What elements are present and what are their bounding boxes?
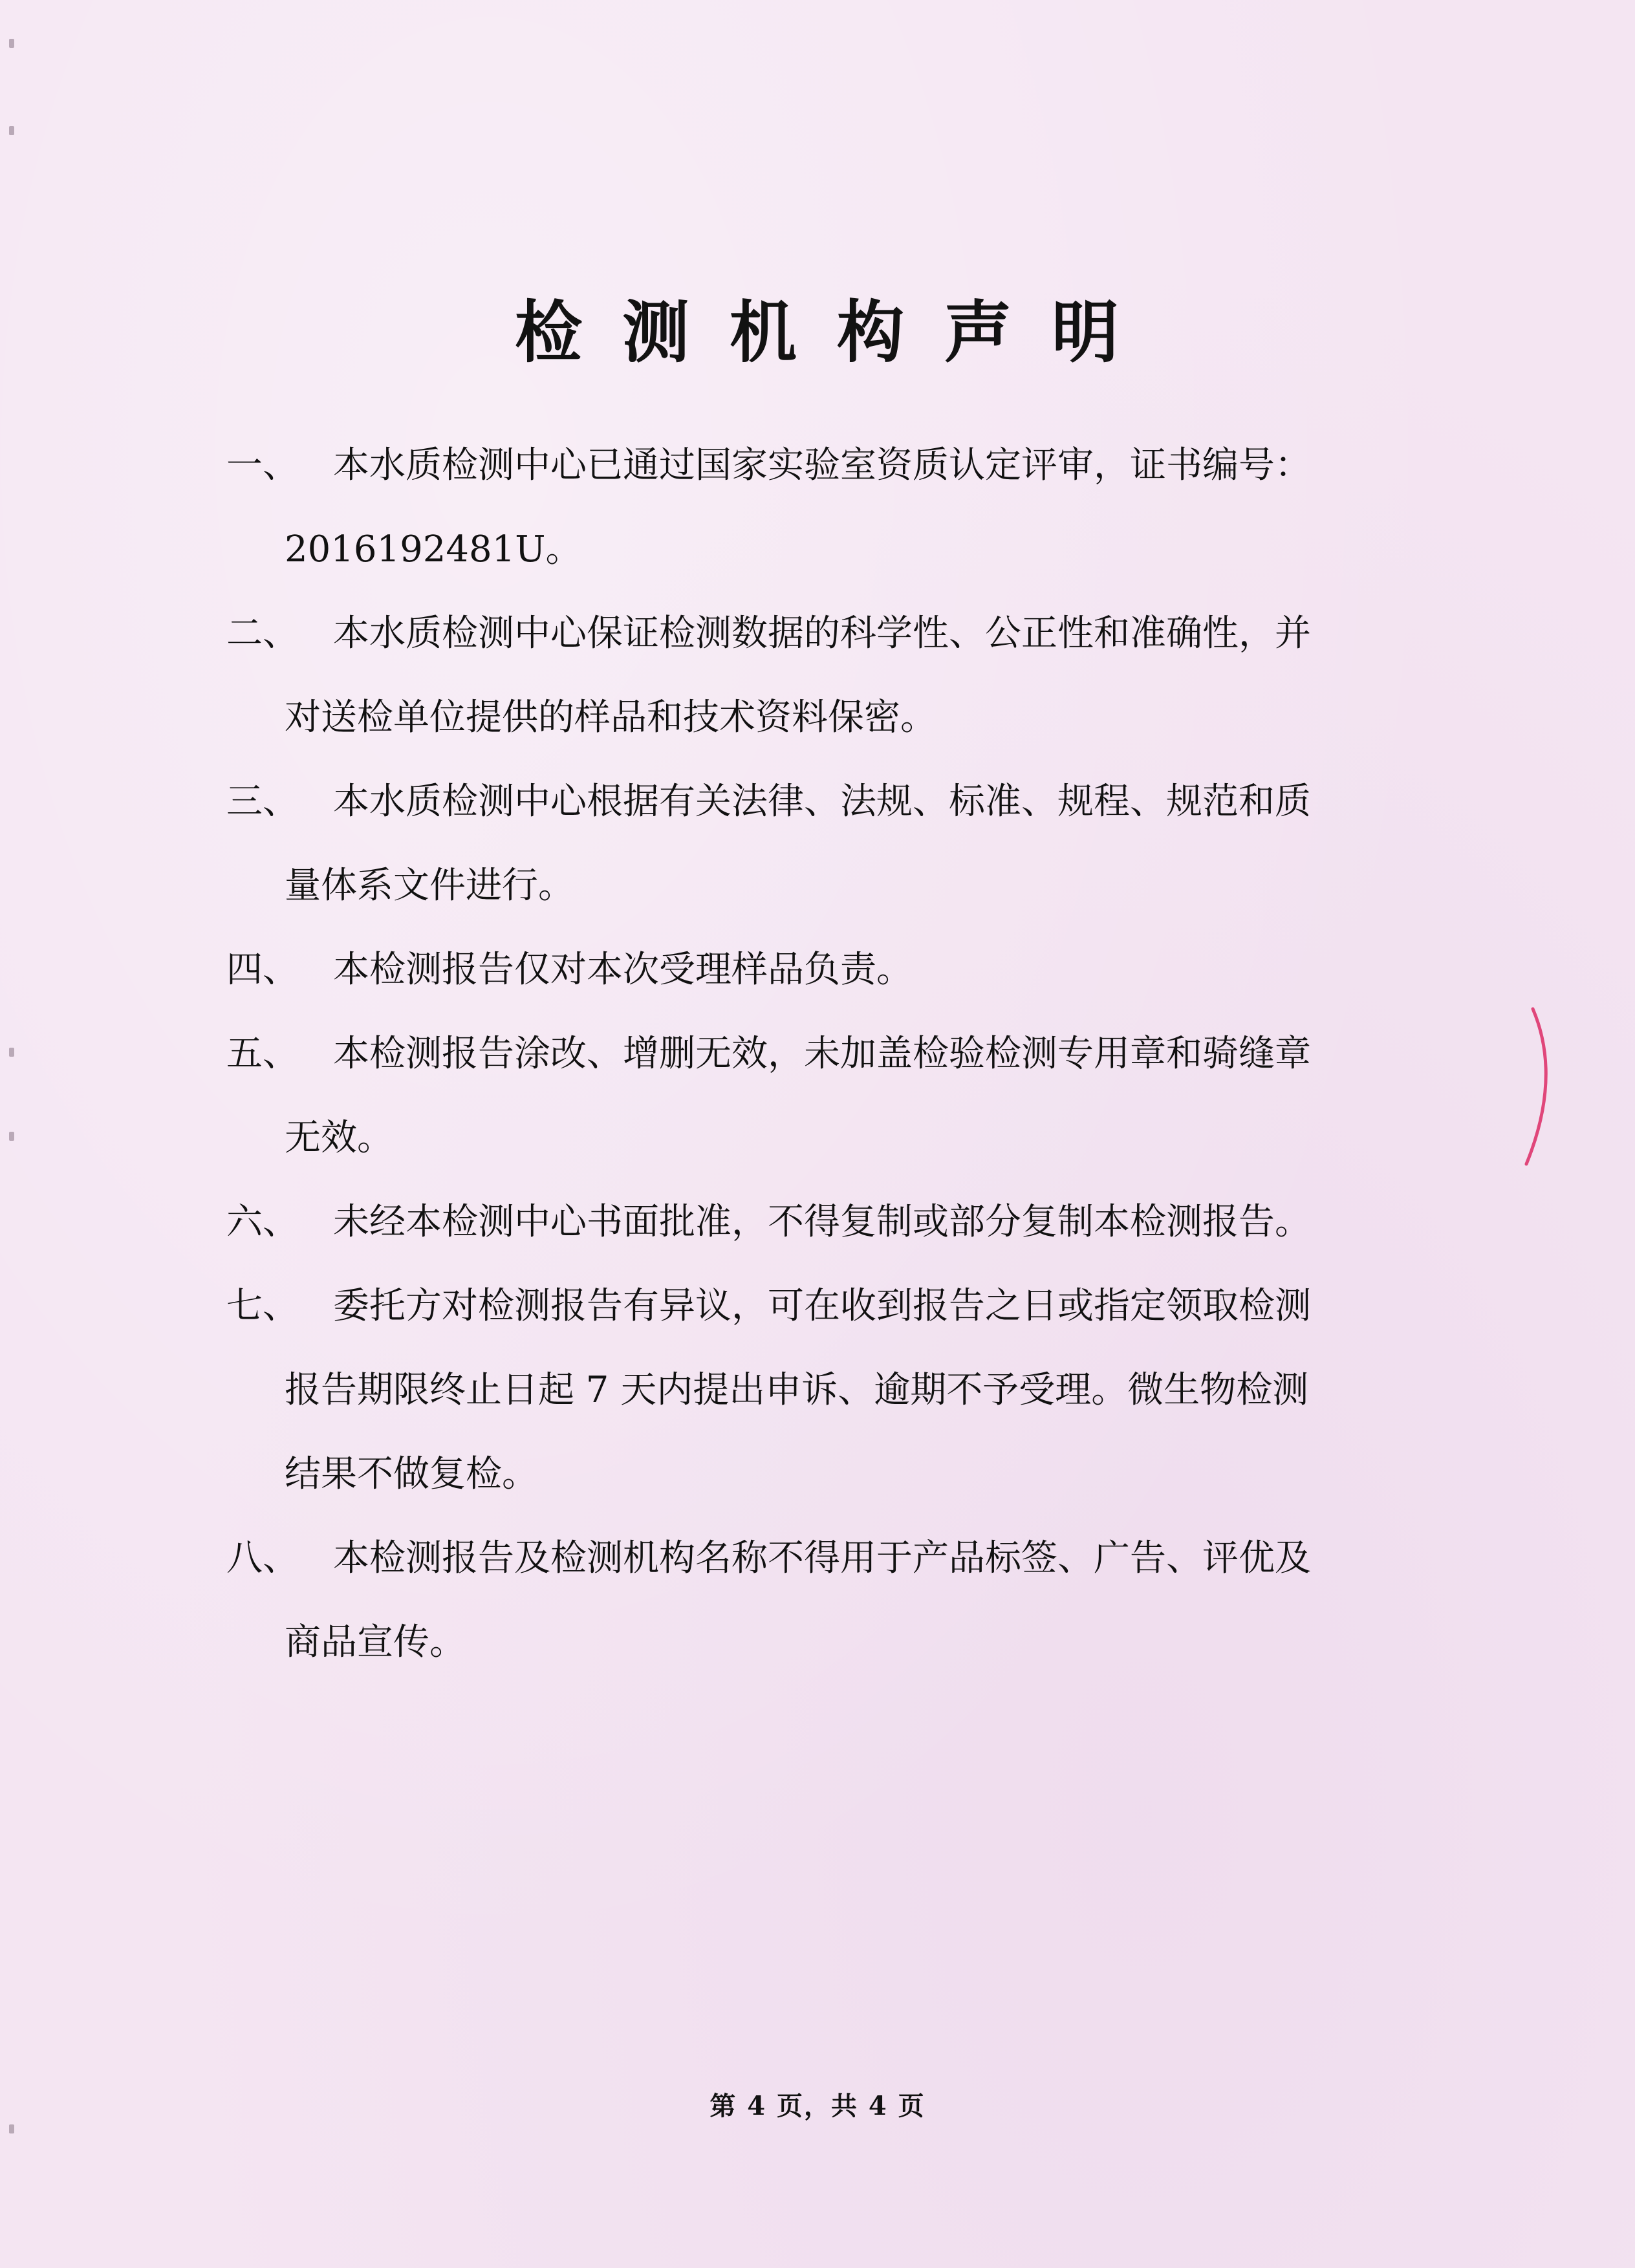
clause-2: [226, 592, 1371, 760]
document-title: 检测机构声明: [514, 293, 1159, 372]
clause-text-continued: 结果不做复检。: [285, 1453, 538, 1495]
clause-text-continued: 对送检单位提供的样品和技术资料保密。: [285, 697, 937, 739]
seal-arc-stroke: [1526, 1009, 1546, 1164]
punch-mark: [9, 1132, 14, 1141]
punch-mark: [9, 2124, 14, 2133]
clause-number: 七、: [226, 1285, 299, 1327]
clause-number: 四、: [226, 949, 299, 991]
clause-8: [226, 1517, 1371, 1685]
clause-number: 一、: [226, 444, 299, 486]
clause-text-continued: 报告期限终止日起 7 天内提出申诉、逾期不予受理。微生物检测: [285, 1369, 1309, 1411]
clause-number: 五、: [226, 1033, 299, 1075]
clause-text: 本水质检测中心保证检测数据的科学性、公正性和准确性，并: [333, 612, 1311, 654]
clause-number: 三、: [226, 781, 299, 823]
clause-text-continued: 无效。: [285, 1117, 393, 1159]
clause-text: 委托方对检测报告有异议，可在收到报告之日或指定领取检测: [333, 1285, 1311, 1327]
punch-mark: [9, 39, 14, 48]
clause-1: [226, 424, 1371, 592]
punch-mark: [9, 126, 14, 135]
clause-text-continued: 2016192481U。: [285, 528, 582, 570]
clause-5: [226, 1012, 1371, 1180]
clause-text: 未经本检测中心书面批准，不得复制或部分复制本检测报告。: [333, 1201, 1311, 1243]
clause-number: 六、: [226, 1201, 299, 1243]
clause-text: 本水质检测中心已通过国家实验室资质认定评审，证书编号：: [333, 444, 1311, 486]
clause-6: [226, 1180, 1371, 1264]
punch-mark: [9, 1048, 14, 1057]
clause-text: 本检测报告涂改、增删无效，未加盖检验检测专用章和骑缝章: [333, 1033, 1311, 1075]
clause-text-continued: 商品宣传。: [285, 1621, 466, 1663]
clause-text-continued: 量体系文件进行。: [285, 865, 574, 907]
clause-7: [226, 1264, 1371, 1517]
clause-number: 二、: [226, 612, 299, 654]
clause-number: 八、: [226, 1537, 299, 1579]
clause-text: 本检测报告仅对本次受理样品负责。: [333, 949, 913, 991]
clause-4: [226, 928, 1371, 1012]
clause-text: 本水质检测中心根据有关法律、法规、标准、规程、规范和质: [333, 781, 1311, 823]
seal-stamp-fragment: [1513, 1006, 1565, 1167]
page-footer: 第 4 页，共 4 页: [709, 2091, 926, 2121]
clause-3: [226, 760, 1371, 928]
clause-text: 本检测报告及检测机构名称不得用于产品标签、广告、评优及: [333, 1537, 1311, 1579]
